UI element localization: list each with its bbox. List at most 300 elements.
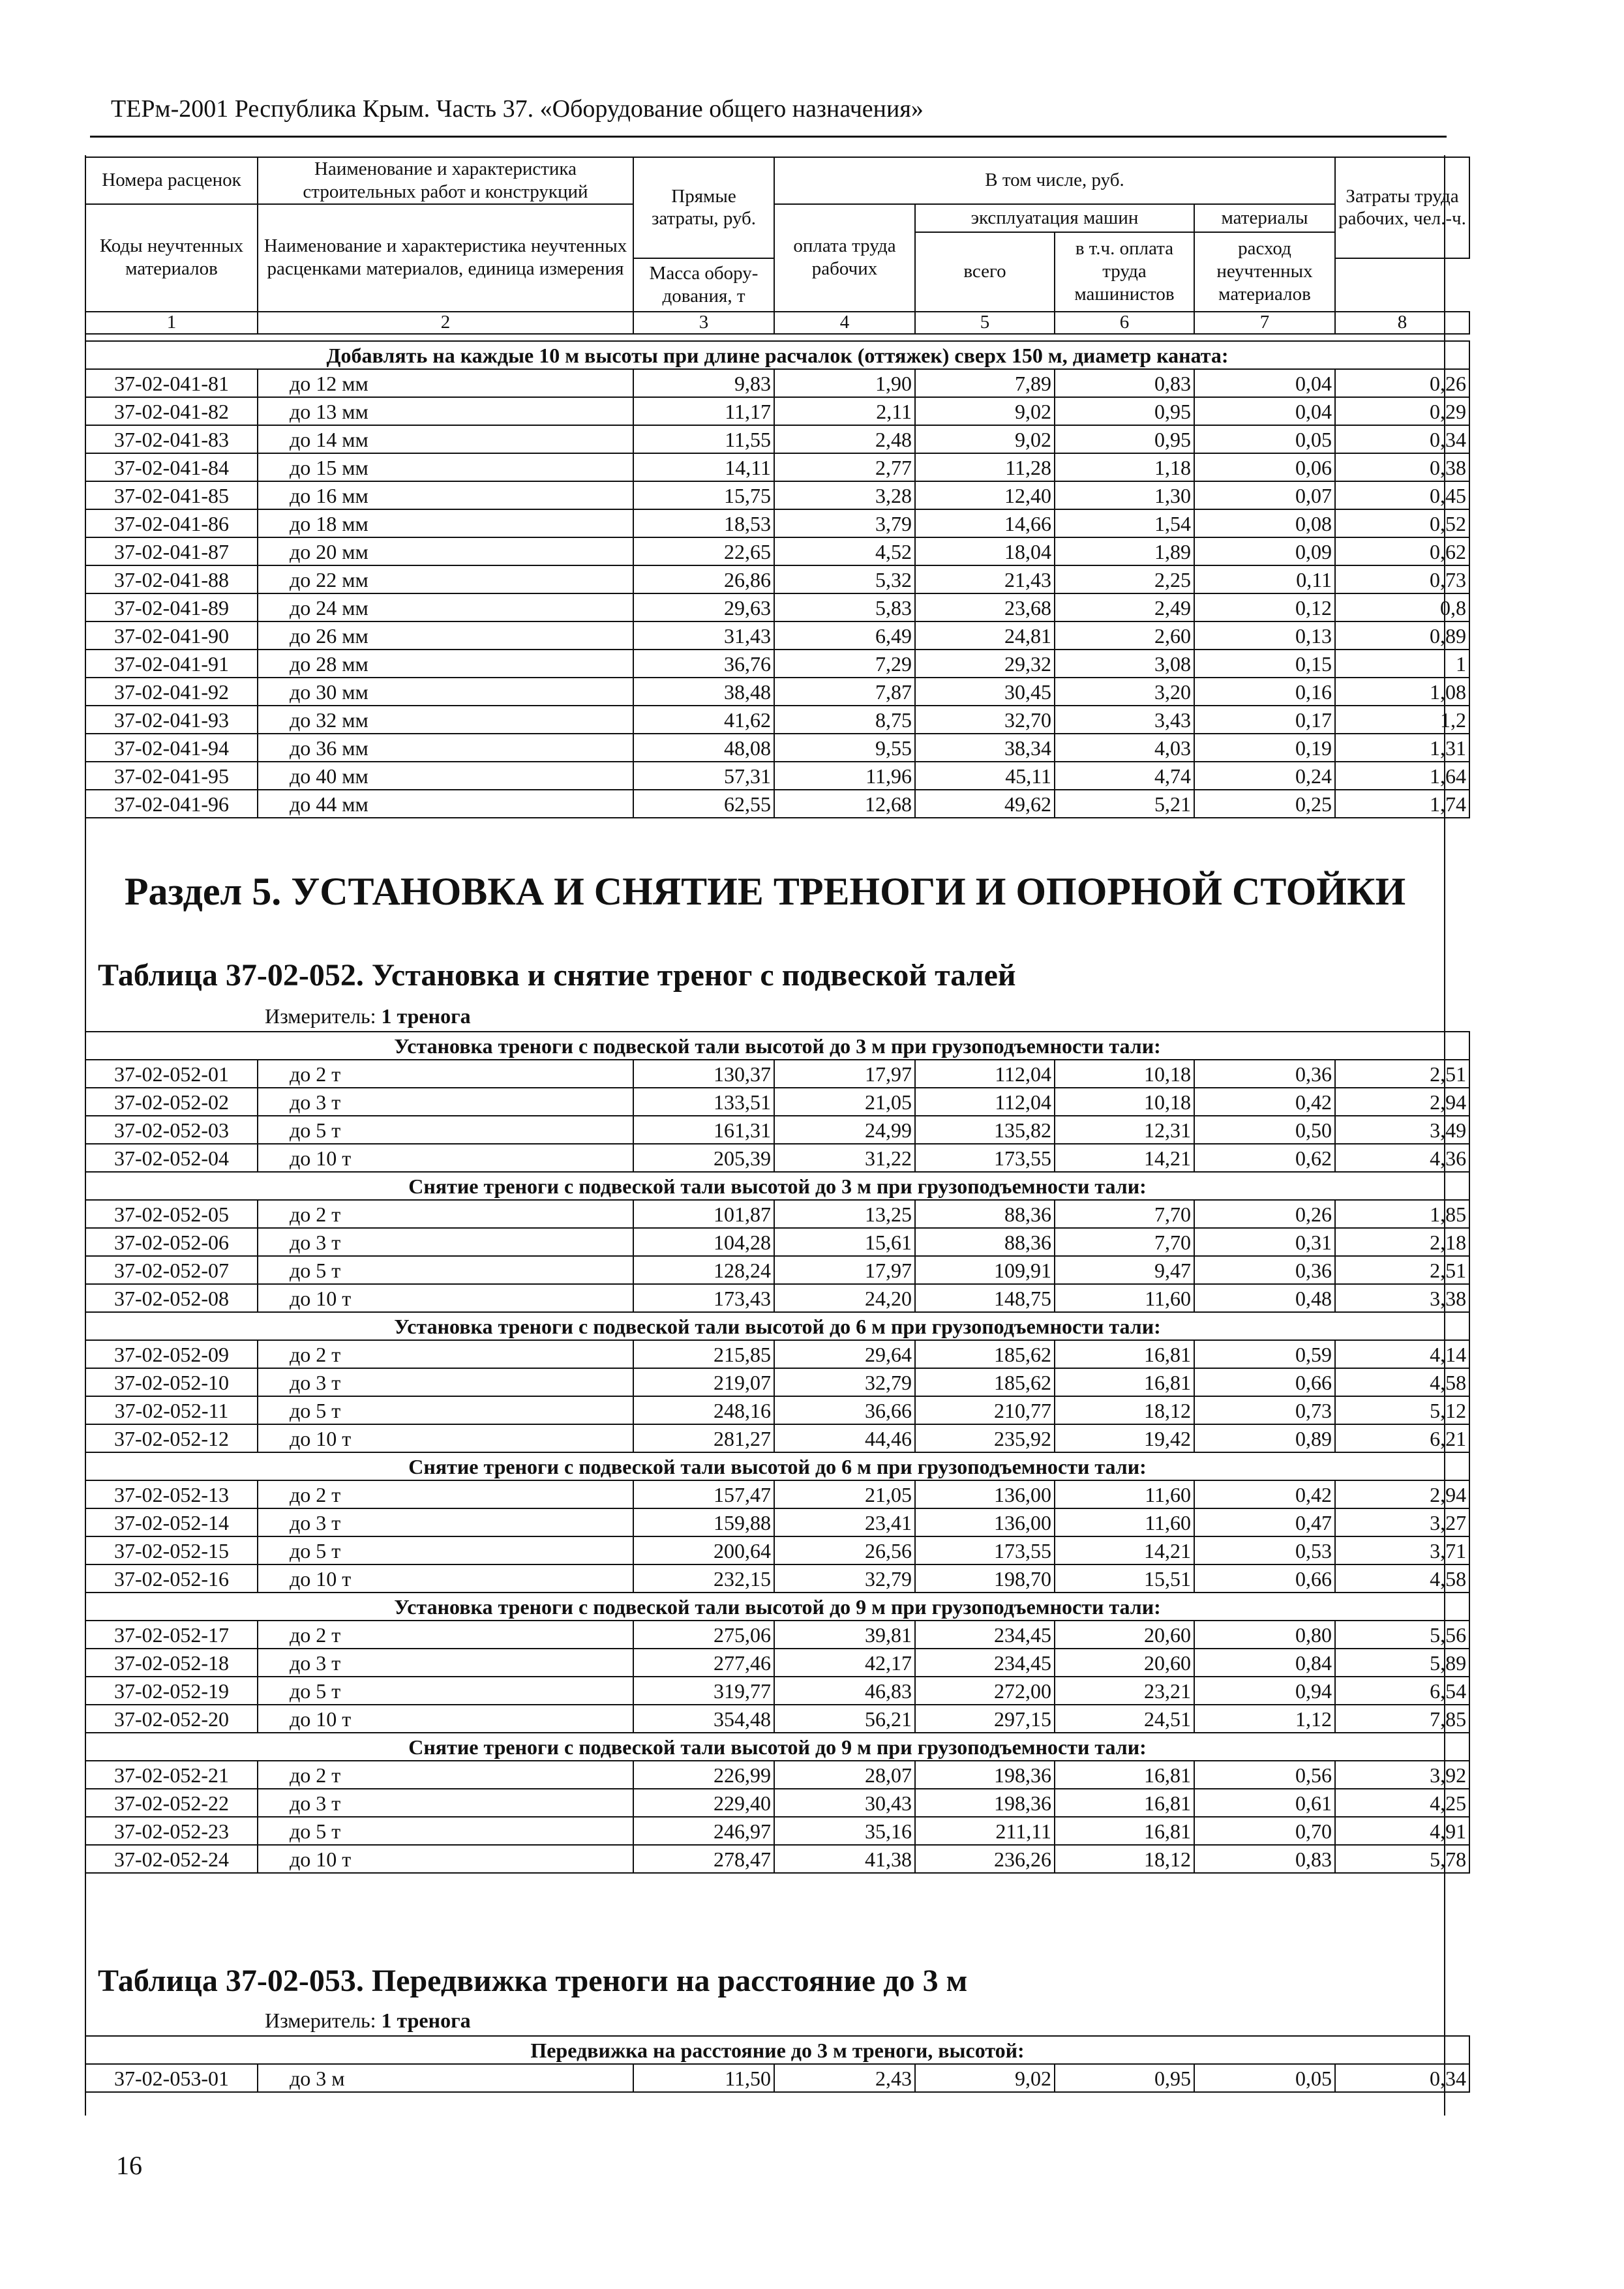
labor-hours-value: 2,51: [1335, 1060, 1469, 1088]
rate-code: 37-02-052-10: [85, 1368, 258, 1396]
direct-costs-value: 215,85: [633, 1340, 774, 1368]
direct-costs-value: 36,76: [633, 650, 774, 678]
group-subheader: Установка треноги с подвеской тали высотой до 3 м при грузоподъемности тали:: [85, 1032, 1469, 1060]
operators-pay-value: 24,51: [1055, 1705, 1194, 1733]
machines-total-value: 136,00: [915, 1508, 1055, 1536]
labor-hours-value: 5,89: [1335, 1649, 1469, 1677]
operators-pay-value: 7,70: [1055, 1200, 1194, 1228]
table-row: [85, 1761, 1469, 1789]
labor-hours-value: 0,26: [1335, 369, 1469, 397]
operators-pay-value: 16,81: [1055, 1761, 1194, 1789]
labor-hours-value: 0,73: [1335, 565, 1469, 593]
labor-hours-value: 1,08: [1335, 678, 1469, 706]
labor-hours-value: 4,91: [1335, 1817, 1469, 1845]
operators-pay-value: 11,60: [1055, 1480, 1194, 1508]
labor-pay-value: 29,64: [774, 1340, 915, 1368]
labor-pay-value: 28,07: [774, 1761, 915, 1789]
header-direct-costs: Прямые затраты, руб.: [633, 157, 774, 258]
materials-value: 0,83: [1194, 1845, 1335, 1873]
rate-code: 37-02-052-17: [85, 1621, 258, 1649]
materials-value: 0,16: [1194, 678, 1335, 706]
materials-value: 0,42: [1194, 1088, 1335, 1116]
rate-code: 37-02-052-24: [85, 1845, 258, 1873]
table-row: [85, 453, 1469, 481]
operators-pay-value: 14,21: [1055, 1536, 1194, 1564]
materials-value: 0,12: [1194, 593, 1335, 621]
direct-costs-value: 278,47: [633, 1845, 774, 1873]
labor-pay-value: 7,29: [774, 650, 915, 678]
labor-hours-value: 0,62: [1335, 537, 1469, 565]
table-row: [85, 1677, 1469, 1705]
operators-pay-value: 20,60: [1055, 1621, 1194, 1649]
machines-total-value: 112,04: [915, 1060, 1055, 1088]
machines-total-value: 49,62: [915, 790, 1055, 818]
materials-value: 0,07: [1194, 481, 1335, 509]
table-row: [85, 1396, 1469, 1424]
labor-pay-value: 2,77: [774, 453, 915, 481]
materials-value: 0,89: [1194, 1424, 1335, 1452]
direct-costs-value: 15,75: [633, 481, 774, 509]
materials-value: 0,50: [1194, 1116, 1335, 1144]
labor-pay-value: 2,43: [774, 2064, 915, 2092]
direct-costs-value: 232,15: [633, 1564, 774, 1593]
direct-costs-value: 26,86: [633, 565, 774, 593]
materials-value: 0,25: [1194, 790, 1335, 818]
materials-value: 0,47: [1194, 1508, 1335, 1536]
machines-total-value: 272,00: [915, 1677, 1055, 1705]
header-material-names: Наименование и характеристика неучтенных расценками материалов, единица измерения: [258, 204, 633, 312]
machines-total-value: 88,36: [915, 1200, 1055, 1228]
rate-name: до 2 т: [258, 1480, 633, 1508]
machines-total-value: 135,82: [915, 1116, 1055, 1144]
col-number: 2: [258, 312, 633, 334]
rate-name: до 3 т: [258, 1088, 633, 1116]
rate-code: 37-02-052-14: [85, 1508, 258, 1536]
labor-pay-value: 21,05: [774, 1088, 915, 1116]
labor-hours-value: 0,52: [1335, 509, 1469, 537]
rate-code: 37-02-052-19: [85, 1677, 258, 1705]
rate-code: 37-02-052-15: [85, 1536, 258, 1564]
rate-code: 37-02-041-87: [85, 537, 258, 565]
rate-code: 37-02-052-01: [85, 1060, 258, 1088]
rate-name: до 40 мм: [258, 762, 633, 790]
labor-pay-value: 21,05: [774, 1480, 915, 1508]
header-materials-consumption: расход неучтенных материалов: [1194, 232, 1335, 312]
direct-costs-value: 226,99: [633, 1761, 774, 1789]
subheader-row: [85, 1172, 1469, 1200]
labor-pay-value: 3,79: [774, 509, 915, 537]
direct-costs-value: 354,48: [633, 1705, 774, 1733]
labor-hours-value: 4,25: [1335, 1789, 1469, 1817]
table-row: [85, 1116, 1469, 1144]
materials-value: 0,24: [1194, 762, 1335, 790]
materials-value: 0,11: [1194, 565, 1335, 593]
labor-pay-value: 36,66: [774, 1396, 915, 1424]
rate-code: 37-02-041-88: [85, 565, 258, 593]
labor-hours-value: 6,21: [1335, 1424, 1469, 1452]
rate-name: до 5 т: [258, 1256, 633, 1284]
direct-costs-value: 200,64: [633, 1536, 774, 1564]
header-including: В том числе, руб.: [774, 157, 1335, 204]
machines-total-value: 185,62: [915, 1368, 1055, 1396]
table-row: [85, 1564, 1469, 1593]
labor-hours-value: 0,8: [1335, 593, 1469, 621]
group-subheader: Снятие треноги с подвеской тали высотой до 6 м при грузоподъемности тали:: [85, 1452, 1469, 1480]
rate-name: до 18 мм: [258, 509, 633, 537]
labor-pay-value: 31,22: [774, 1144, 915, 1172]
header-work-name: Наименование и характеристика строительных работ и конструкций: [258, 157, 633, 204]
machines-total-value: 211,11: [915, 1817, 1055, 1845]
rate-name: до 3 т: [258, 1508, 633, 1536]
labor-hours-value: 1,74: [1335, 790, 1469, 818]
direct-costs-value: 281,27: [633, 1424, 774, 1452]
direct-costs-value: 9,83: [633, 369, 774, 397]
labor-hours-value: 2,18: [1335, 1228, 1469, 1256]
direct-costs-value: 11,50: [633, 2064, 774, 2092]
rate-code: 37-02-052-23: [85, 1817, 258, 1845]
rate-code: 37-02-052-04: [85, 1144, 258, 1172]
rate-code: 37-02-052-02: [85, 1088, 258, 1116]
labor-pay-value: 23,41: [774, 1508, 915, 1536]
header-labor-costs: Затраты труда рабочих, чел.-ч.: [1335, 157, 1469, 258]
machines-total-value: 173,55: [915, 1536, 1055, 1564]
table-row: [85, 1228, 1469, 1256]
rate-code: 37-02-052-12: [85, 1424, 258, 1452]
materials-value: 0,19: [1194, 734, 1335, 762]
rate-code: 37-02-041-84: [85, 453, 258, 481]
labor-pay-value: 7,87: [774, 678, 915, 706]
machines-total-value: 12,40: [915, 481, 1055, 509]
table-row: [85, 509, 1469, 537]
direct-costs-value: 22,65: [633, 537, 774, 565]
labor-pay-value: 1,90: [774, 369, 915, 397]
rate-code: 37-02-041-96: [85, 790, 258, 818]
machines-total-value: 9,02: [915, 425, 1055, 453]
labor-pay-value: 44,46: [774, 1424, 915, 1452]
materials-value: 0,26: [1194, 1200, 1335, 1228]
materials-value: 0,36: [1194, 1060, 1335, 1088]
machines-total-value: 198,36: [915, 1761, 1055, 1789]
subheader-row: [85, 2036, 1469, 2064]
measure-value: 1 тренога: [381, 2009, 471, 2032]
machines-total-value: 235,92: [915, 1424, 1055, 1452]
operators-pay-value: 16,81: [1055, 1368, 1194, 1396]
table-row: [85, 1480, 1469, 1508]
table-row: [85, 1144, 1469, 1172]
table-row: [85, 1368, 1469, 1396]
group-subheader: Снятие треноги с подвеской тали высотой до 9 м при грузоподъемности тали:: [85, 1733, 1469, 1761]
machines-total-value: 38,34: [915, 734, 1055, 762]
labor-hours-value: 0,34: [1335, 2064, 1469, 2092]
labor-pay-value: 2,11: [774, 397, 915, 425]
operators-pay-value: 0,95: [1055, 425, 1194, 453]
rate-name: до 44 мм: [258, 790, 633, 818]
rate-code: 37-02-041-90: [85, 621, 258, 650]
page-number: 16: [116, 2151, 142, 2180]
labor-hours-value: 2,94: [1335, 1480, 1469, 1508]
direct-costs-value: 57,31: [633, 762, 774, 790]
rate-code: 37-02-052-22: [85, 1789, 258, 1817]
machines-total-value: 9,02: [915, 2064, 1055, 2092]
direct-costs-value: 41,62: [633, 706, 774, 734]
measure-value: 1 тренога: [381, 1004, 471, 1028]
col-number: 8: [1335, 312, 1469, 334]
rate-code: 37-02-041-91: [85, 650, 258, 678]
labor-pay-value: 13,25: [774, 1200, 915, 1228]
materials-value: 0,05: [1194, 425, 1335, 453]
operators-pay-value: 10,18: [1055, 1060, 1194, 1088]
labor-pay-value: 12,68: [774, 790, 915, 818]
labor-hours-value: 4,58: [1335, 1564, 1469, 1593]
materials-value: 0,59: [1194, 1340, 1335, 1368]
operators-pay-value: 1,89: [1055, 537, 1194, 565]
labor-pay-value: 17,97: [774, 1060, 915, 1088]
operators-pay-value: 2,49: [1055, 593, 1194, 621]
labor-hours-value: 2,51: [1335, 1256, 1469, 1284]
operators-pay-value: 2,25: [1055, 565, 1194, 593]
rate-code: 37-02-052-11: [85, 1396, 258, 1424]
labor-hours-value: 5,12: [1335, 1396, 1469, 1424]
labor-pay-value: 30,43: [774, 1789, 915, 1817]
rate-name: до 2 т: [258, 1060, 633, 1088]
labor-hours-value: 0,38: [1335, 453, 1469, 481]
labor-pay-value: 32,79: [774, 1564, 915, 1593]
rate-name: до 10 т: [258, 1564, 633, 1593]
rate-code: 37-02-041-89: [85, 593, 258, 621]
table-row: [85, 397, 1469, 425]
machines-total-value: 18,04: [915, 537, 1055, 565]
labor-hours-value: 0,45: [1335, 481, 1469, 509]
labor-hours-value: 4,36: [1335, 1144, 1469, 1172]
direct-costs-value: 319,77: [633, 1677, 774, 1705]
materials-value: 0,48: [1194, 1284, 1335, 1312]
table-row: [85, 565, 1469, 593]
materials-value: 0,36: [1194, 1256, 1335, 1284]
direct-costs-value: 219,07: [633, 1368, 774, 1396]
operators-pay-value: 3,43: [1055, 706, 1194, 734]
materials-value: 0,70: [1194, 1817, 1335, 1845]
labor-hours-value: 3,71: [1335, 1536, 1469, 1564]
machines-total-value: 173,55: [915, 1144, 1055, 1172]
col-number: 5: [915, 312, 1055, 334]
materials-value: 0,06: [1194, 453, 1335, 481]
table-row: [85, 1621, 1469, 1649]
rate-code: 37-02-052-21: [85, 1761, 258, 1789]
header-material-codes: Коды неучтенных материалов: [85, 204, 258, 312]
rate-name: до 12 мм: [258, 369, 633, 397]
operators-pay-value: 1,18: [1055, 453, 1194, 481]
labor-hours-value: 2,94: [1335, 1088, 1469, 1116]
rate-code: 37-02-041-93: [85, 706, 258, 734]
measure-label: Измеритель:: [265, 1004, 376, 1028]
operators-pay-value: 1,54: [1055, 509, 1194, 537]
rate-name: до 15 мм: [258, 453, 633, 481]
machines-total-value: 185,62: [915, 1340, 1055, 1368]
column-header-table: [85, 157, 1470, 335]
materials-value: 0,66: [1194, 1368, 1335, 1396]
table-row: [85, 734, 1469, 762]
operators-pay-value: 11,60: [1055, 1284, 1194, 1312]
rate-code: 37-02-052-13: [85, 1480, 258, 1508]
direct-costs-value: 229,40: [633, 1789, 774, 1817]
materials-value: 0,31: [1194, 1228, 1335, 1256]
materials-value: 0,94: [1194, 1677, 1335, 1705]
machines-total-value: 112,04: [915, 1088, 1055, 1116]
col-number: 3: [633, 312, 774, 334]
direct-costs-value: 31,43: [633, 621, 774, 650]
labor-hours-value: 1,31: [1335, 734, 1469, 762]
machines-total-value: 45,11: [915, 762, 1055, 790]
direct-costs-value: 205,39: [633, 1144, 774, 1172]
subheader-row: [85, 341, 1469, 369]
table-row: [85, 1284, 1469, 1312]
labor-pay-value: 41,38: [774, 1845, 915, 1873]
subheader-row: [85, 1452, 1469, 1480]
rate-code: 37-02-052-03: [85, 1116, 258, 1144]
direct-costs-value: 101,87: [633, 1200, 774, 1228]
group-subheader: Передвижка на расстояние до 3 м треноги, высотой:: [85, 2036, 1469, 2064]
rate-name: до 14 мм: [258, 425, 633, 453]
operators-pay-value: 0,95: [1055, 2064, 1194, 2092]
rate-code: 37-02-053-01: [85, 2064, 258, 2092]
group-subheader: Снятие треноги с подвеской тали высотой до 3 м при грузоподъемности тали:: [85, 1172, 1469, 1200]
labor-hours-value: 1: [1335, 650, 1469, 678]
labor-pay-value: 56,21: [774, 1705, 915, 1733]
direct-costs-value: 248,16: [633, 1396, 774, 1424]
rate-name: до 5 т: [258, 1116, 633, 1144]
direct-costs-value: 130,37: [633, 1060, 774, 1088]
machines-total-value: 9,02: [915, 397, 1055, 425]
group-subheader: Установка треноги с подвеской тали высотой до 9 м при грузоподъемности тали:: [85, 1593, 1469, 1621]
subheader-row: [85, 1032, 1469, 1060]
rate-code: 37-02-041-83: [85, 425, 258, 453]
direct-costs-value: 159,88: [633, 1508, 774, 1536]
materials-value: 0,42: [1194, 1480, 1335, 1508]
direct-costs-value: 275,06: [633, 1621, 774, 1649]
table-row: [85, 678, 1469, 706]
machines-total-value: 198,70: [915, 1564, 1055, 1593]
table-row: [85, 1536, 1469, 1564]
rate-name: до 5 т: [258, 1677, 633, 1705]
labor-pay-value: 6,49: [774, 621, 915, 650]
rate-code: 37-02-052-08: [85, 1284, 258, 1312]
materials-value: 0,15: [1194, 650, 1335, 678]
labor-hours-value: 7,85: [1335, 1705, 1469, 1733]
direct-costs-value: 128,24: [633, 1256, 774, 1284]
operators-pay-value: 15,51: [1055, 1564, 1194, 1593]
materials-value: 0,56: [1194, 1761, 1335, 1789]
direct-costs-value: 246,97: [633, 1817, 774, 1845]
direct-costs-value: 157,47: [633, 1480, 774, 1508]
header-materials: материалы: [1194, 204, 1335, 232]
header-machines: эксплуатация машин: [915, 204, 1194, 232]
header-labor-pay: оплата труда рабочих: [774, 204, 915, 312]
table-052-measure: [265, 1004, 471, 1028]
table-row: [85, 762, 1469, 790]
machines-total-value: 14,66: [915, 509, 1055, 537]
rate-name: до 24 мм: [258, 593, 633, 621]
machines-total-value: 210,77: [915, 1396, 1055, 1424]
rate-name: до 22 мм: [258, 565, 633, 593]
operators-pay-value: 11,60: [1055, 1508, 1194, 1536]
operators-pay-value: 2,60: [1055, 621, 1194, 650]
operators-pay-value: 3,20: [1055, 678, 1194, 706]
labor-hours-value: 1,64: [1335, 762, 1469, 790]
machines-total-value: 234,45: [915, 1649, 1055, 1677]
rate-name: до 20 мм: [258, 537, 633, 565]
labor-hours-value: 0,34: [1335, 425, 1469, 453]
operators-pay-value: 16,81: [1055, 1789, 1194, 1817]
operators-pay-value: 7,70: [1055, 1228, 1194, 1256]
machines-total-value: 297,15: [915, 1705, 1055, 1733]
rate-name: до 36 мм: [258, 734, 633, 762]
labor-pay-value: 8,75: [774, 706, 915, 734]
rate-name: до 16 мм: [258, 481, 633, 509]
table-row: [85, 1088, 1469, 1116]
table-row: [85, 706, 1469, 734]
operators-pay-value: 20,60: [1055, 1649, 1194, 1677]
materials-value: 0,17: [1194, 706, 1335, 734]
table-053-title: Таблица 37-02-053. Передвижка треноги на расстояние до 3 м: [98, 1964, 968, 1998]
measure-label: Измеритель:: [265, 2009, 376, 2032]
operators-pay-value: 18,12: [1055, 1396, 1194, 1424]
direct-costs-value: 18,53: [633, 509, 774, 537]
rate-name: до 30 мм: [258, 678, 633, 706]
labor-pay-value: 17,97: [774, 1256, 915, 1284]
header-machines-total: всего: [915, 232, 1055, 312]
operators-pay-value: 0,95: [1055, 397, 1194, 425]
table-row: [85, 1789, 1469, 1817]
rate-name: до 2 т: [258, 1621, 633, 1649]
labor-pay-value: 3,28: [774, 481, 915, 509]
labor-hours-value: 3,92: [1335, 1761, 1469, 1789]
labor-pay-value: 35,16: [774, 1817, 915, 1845]
labor-pay-value: 9,55: [774, 734, 915, 762]
col-number: 6: [1055, 312, 1194, 334]
direct-costs-value: 48,08: [633, 734, 774, 762]
table-row: [85, 1845, 1469, 1873]
subheader-row: [85, 1312, 1469, 1340]
table-row: [85, 2064, 1469, 2092]
rate-name: до 5 т: [258, 1817, 633, 1845]
rate-name: до 26 мм: [258, 621, 633, 650]
rate-name: до 3 т: [258, 1649, 633, 1677]
labor-hours-value: 0,89: [1335, 621, 1469, 650]
machines-total-value: 148,75: [915, 1284, 1055, 1312]
labor-hours-value: 3,49: [1335, 1116, 1469, 1144]
rates-table-053: [85, 2035, 1470, 2093]
direct-costs-value: 173,43: [633, 1284, 774, 1312]
direct-costs-value: 277,46: [633, 1649, 774, 1677]
header-rate-numbers: Номера расценок: [85, 157, 258, 204]
operators-pay-value: 23,21: [1055, 1677, 1194, 1705]
table-row: [85, 621, 1469, 650]
labor-hours-value: 4,58: [1335, 1368, 1469, 1396]
subheader-row: [85, 1593, 1469, 1621]
labor-hours-value: 1,2: [1335, 706, 1469, 734]
rate-code: 37-02-041-81: [85, 369, 258, 397]
machines-total-value: 23,68: [915, 593, 1055, 621]
table-row: [85, 1060, 1469, 1088]
operators-pay-value: 9,47: [1055, 1256, 1194, 1284]
rate-code: 37-02-041-95: [85, 762, 258, 790]
rate-code: 37-02-041-86: [85, 509, 258, 537]
rate-name: до 3 м: [258, 2064, 633, 2092]
page-header-title: ТЕРм-2001 Республика Крым. Часть 37. «Оборудование общего назначения»: [111, 95, 924, 123]
labor-hours-value: 5,56: [1335, 1621, 1469, 1649]
rate-name: до 5 т: [258, 1396, 633, 1424]
rate-name: до 10 т: [258, 1705, 633, 1733]
